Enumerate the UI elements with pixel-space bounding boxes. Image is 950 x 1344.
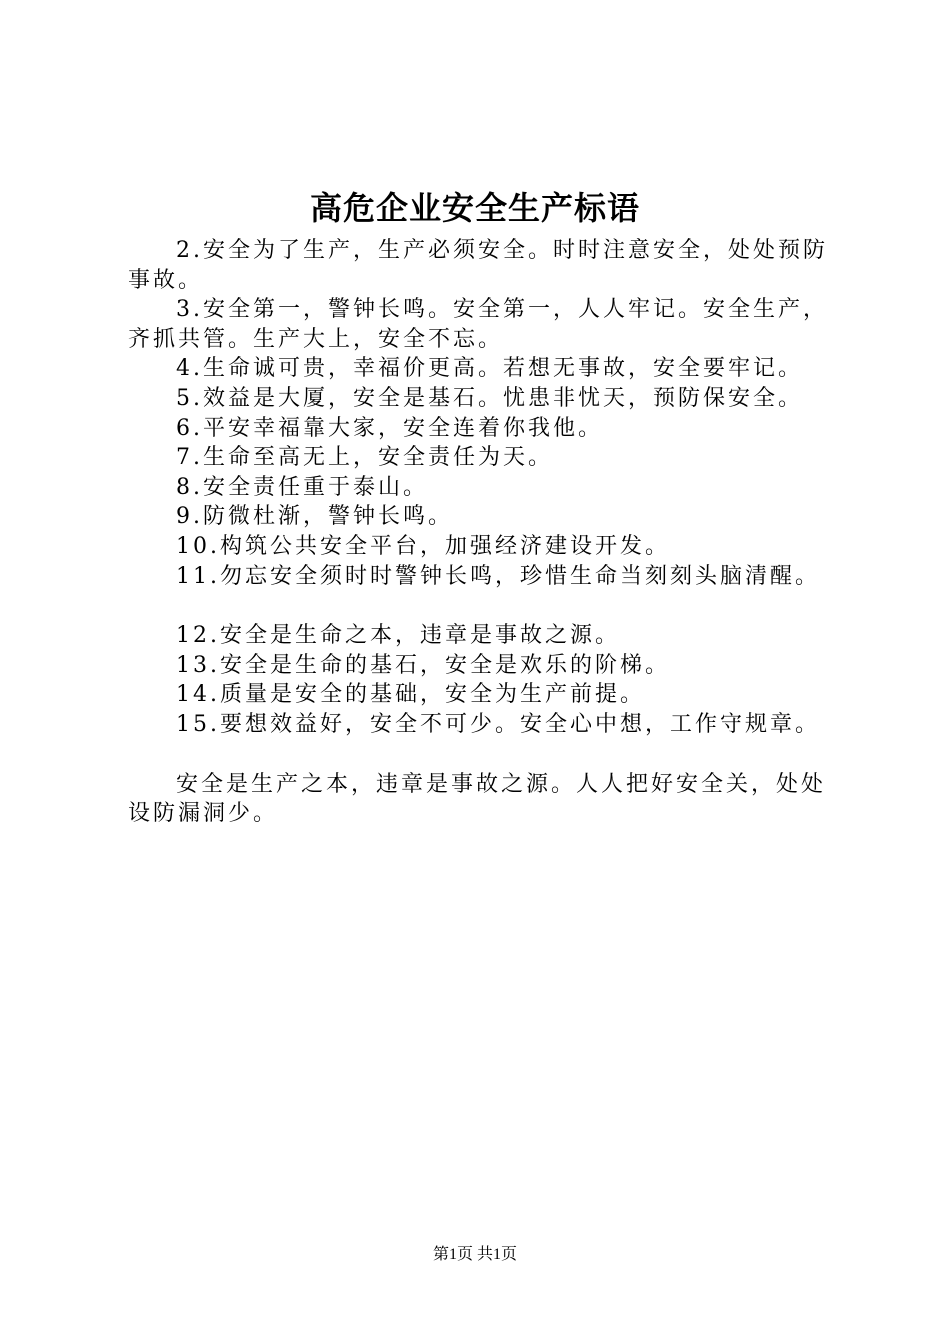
slogan-item-7: 7.生命至高无上，安全责任为天。: [176, 445, 553, 471]
paragraph-gap: [128, 740, 832, 770]
slogan-item-3: 3.安全第一，警钟长鸣。安全第一，人人牢记。安全生产，齐抓共管。生产大上，安全不忘。: [128, 297, 828, 352]
closing-paragraph: 安全是生产之本，违章是事故之源。人人把好安全关，处处设防漏洞少。: [128, 771, 827, 827]
slogan-item-4: 4.生命诚可贵，幸福价更高。若想无事故，安全要牢记。: [176, 356, 803, 382]
slogan-item-5: 5.效益是大厦，安全是基石。忧患非忧天，预防保安全。: [176, 385, 803, 411]
slogan-item-6: 6.平安幸福靠大家，安全连着你我他。: [176, 415, 603, 441]
document-body: [128, 236, 832, 829]
slogan-item-9: 9.防微杜渐，警钟长鸣。: [176, 504, 453, 530]
slogan-item-15: 15.要想效益好，安全不可少。安全心中想，工作守规章。: [176, 711, 820, 737]
page-footer: 第1页 共1页: [432, 1246, 517, 1263]
slogan-item-11: 11.勿忘安全须时时警钟长鸣，珍惜生命当刻刻头脑清醒。: [176, 563, 820, 589]
document-title: 高危企业安全生产标语: [309, 189, 640, 227]
paragraph-gap: [128, 591, 832, 621]
slogan-item-2: 2.安全为了生产，生产必须安全。时时注意安全，处处预防事故。: [128, 238, 828, 293]
slogan-item-14: 14.质量是安全的基础，安全为生产前提。: [176, 682, 645, 708]
slogan-item-8: 8.安全责任重于泰山。: [176, 474, 428, 500]
slogan-item-10: 10.构筑公共安全平台，加强经济建设开发。: [176, 533, 670, 559]
slogan-item-12: 12.安全是生命之本，违章是事故之源。: [176, 623, 620, 649]
slogan-item-13: 13.安全是生命的基石，安全是欢乐的阶梯。: [176, 652, 670, 678]
